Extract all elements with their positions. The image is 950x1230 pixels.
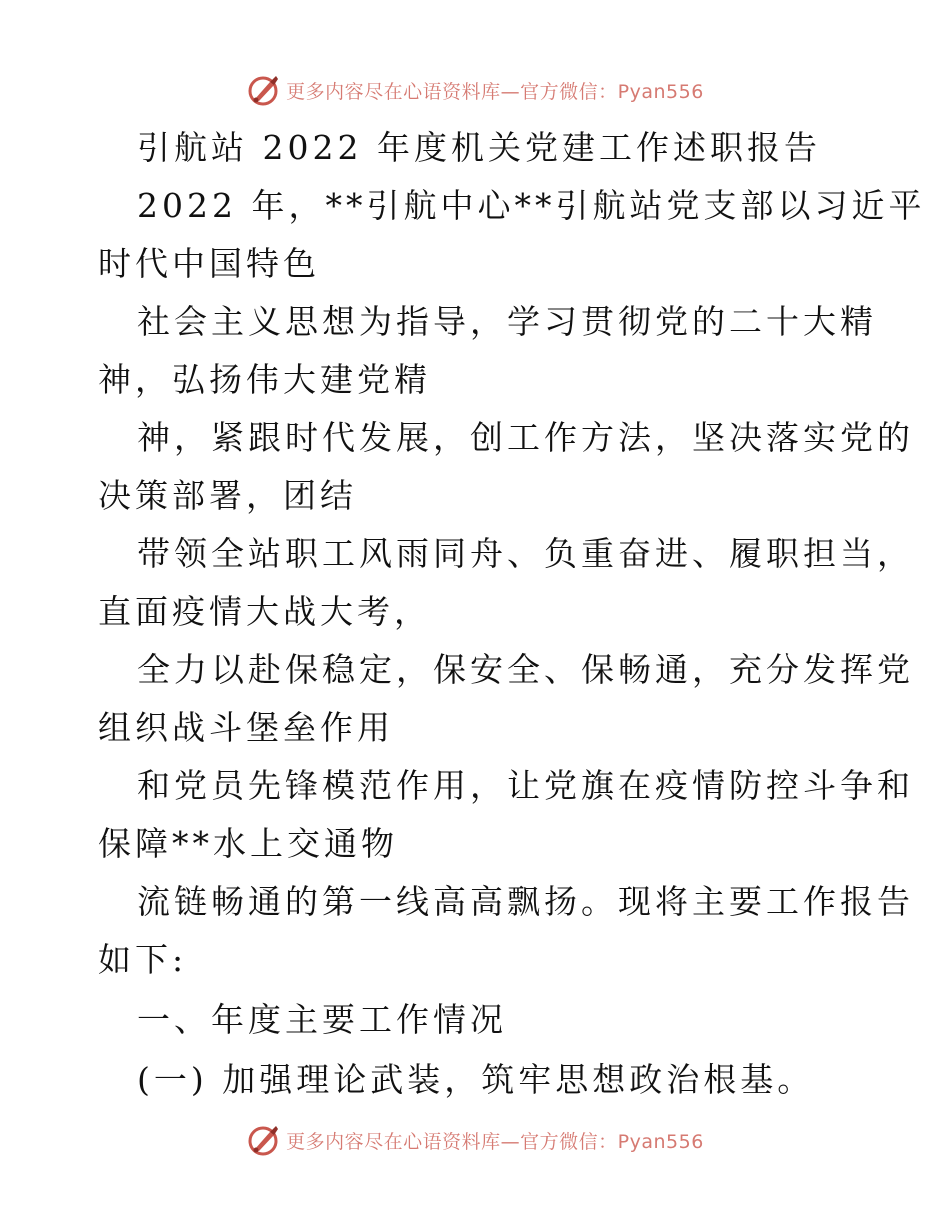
text-line: 保障**水上交通物	[98, 824, 398, 863]
section-heading: 一、年度主要工作情况	[137, 1000, 507, 1039]
text-line: 时代中国特色	[98, 244, 320, 283]
brush-logo-icon	[246, 73, 280, 107]
text-line: 带领全站职工风雨同舟、负重奋进、履职担当，	[137, 534, 914, 573]
text-line: 流链畅通的第一线高高飘扬。现将主要工作报告	[137, 882, 914, 921]
document-title: 引航站 2022 年度机关党建工作述职报告	[137, 128, 821, 167]
text-line: 全力以赴保稳定，保安全、保畅通，充分发挥党	[137, 650, 914, 689]
text-line: 和党员先锋模范作用，让党旗在疫情防控斗争和	[137, 766, 914, 805]
text-line: 神，弘扬伟大建党精	[98, 360, 431, 399]
text-line: 社会主义思想为指导，学习贯彻党的二十大精	[137, 302, 877, 341]
watermark-footer	[0, 1120, 950, 1160]
subsection-heading: (一) 加强理论武装，筑牢思想政治根基。	[137, 1060, 815, 1099]
brush-logo-icon	[246, 1123, 280, 1157]
text-line: 2022 年，**引航中心**引航站党支部以习近平	[137, 186, 926, 225]
text-line: 如下:	[98, 940, 188, 979]
text-line: 组织战斗堡垒作用	[98, 708, 394, 747]
text-line: 神，紧跟时代发展，创工作方法，坚决落实党的	[137, 418, 914, 457]
text-line: 直面疫情大战大考，	[98, 592, 431, 631]
watermark-text: 更多内容尽在心语资料库—官方微信：Pyan556	[286, 1130, 704, 1153]
watermark-text: 更多内容尽在心语资料库—官方微信：Pyan556	[286, 80, 704, 103]
text-line: 决策部署，团结	[98, 476, 357, 515]
watermark-header	[0, 70, 950, 110]
